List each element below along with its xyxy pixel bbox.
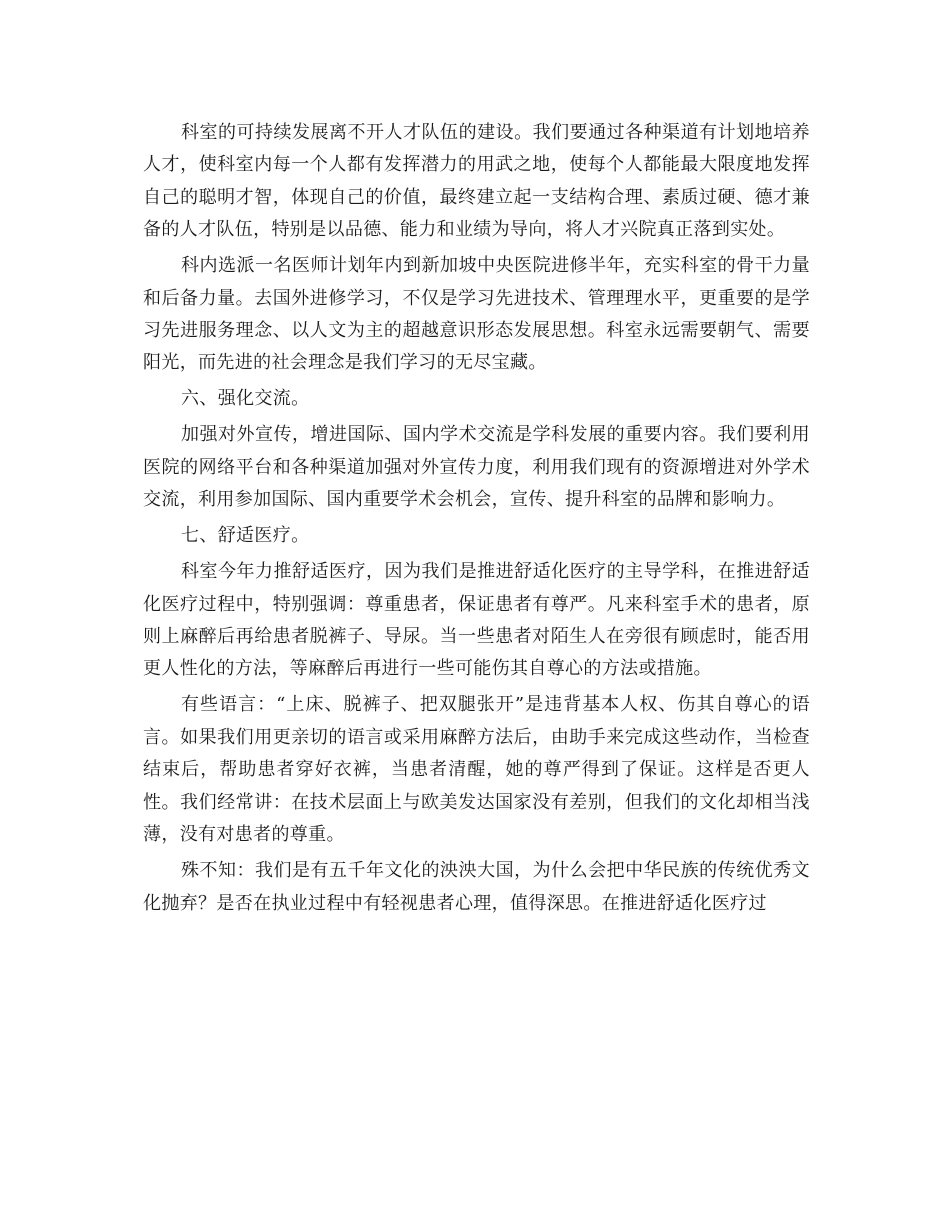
- section-heading-comfort-care: 七、舒适医疗。: [181, 525, 310, 547]
- paragraph-talent-team: 科室的可持续发展离不开人才队伍的建设。我们要通过各种渠道有计划地培养人才，使科室内每一个人都有发挥潜力的用武之地，使每个人都能最大限度地发挥自己的聪明才智，体现自己的价值，最终建立起一支结构合理、素质过硬、德才兼备的人才队伍，特别是以品德、能力和业绩为导向，将人才兴院真正落到实处。: [143, 122, 810, 241]
- section-heading-exchange: 六、强化交流。: [181, 388, 310, 410]
- paragraph-culture: 殊不知：我们是有五千年文化的泱泱大国，为什么会把中华民族的传统优秀文化抛弃？是否在执业过程中有轻视患者心理，值得深思。在推进舒适化医疗过: [143, 860, 810, 914]
- paragraph-language: 有些语言：“上床、脱裤子、把双腿张开”是违背基本人权、伤其自尊心的语言。如果我们用更亲切的语言或采用麻醉方法后，由助手来完成这些动作，当检查结束后，帮助患者穿好衣裤，当患者清醒，她的尊严得到了保证。这样是否更人性。我们经常讲：在技术层面上与欧美发达国家没有差别，但我们的文化却相当浅薄，没有对患者的尊重。: [143, 694, 810, 846]
- paragraph-overseas-training: 科内选派一名医师计划年内到新加坡中央医院进修半年，充实科室的骨干力量和后备力量。去国外进修学习，不仅是学习先进技术、管理理水平，更重要的是学习先进服务理念、以人文为主的超越意识形态发展思想。科室永远需要朝气、需要阳光，而先进的社会理念是我们学习的无尽宝藏。: [143, 255, 810, 374]
- paragraph-exchange: 加强对外宣传，增进国际、国内学术交流是学科发展的重要内容。我们要利用医院的网络平台和各种渠道加强对外宣传力度，利用我们现有的资源增进对外学术交流，利用参加国际、国内重要学术会机会，宣传、提升科室的品牌和影响力。: [143, 424, 810, 511]
- paragraph-comfort-care: 科室今年力推舒适医疗，因为我们是推进舒适化医疗的主导学科，在推进舒适化医疗过程中，特别强调：尊重患者，保证患者有尊严。凡来科室手术的患者，原则上麻醉后再给患者脱裤子、导尿。当一些患者对陌生人在旁很有顾虑时，能否用更人性化的方法，等麻醉后再进行一些可能伤其自尊心的方法或措施。: [143, 561, 810, 680]
